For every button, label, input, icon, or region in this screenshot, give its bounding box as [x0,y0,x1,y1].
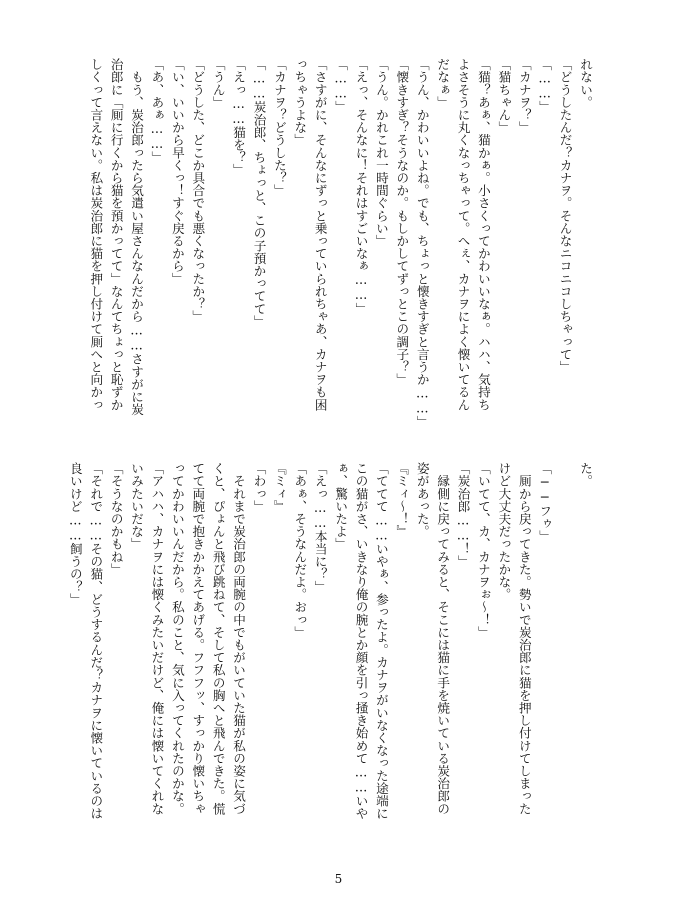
text-line: 「……」 [537,58,553,114]
text-line: 「どうした、どこか具合でも悪くなったか？」 [190,58,206,323]
text-line: ぁ、驚いたよ」 [333,462,349,551]
page-number: 5 [334,872,343,886]
text-line: ってかわいいんだから。私のこと、気に入ってくれたのかな。 [169,462,185,815]
text-line: 「あぁ、そうなんだよ。おっ」 [292,462,308,639]
text-line: 「カナヲ？」 [516,58,532,134]
text-line: 「うん」 [210,58,226,109]
text-line: 「……」 [333,58,349,114]
text-line: 「それで……その猫、どうするんだ？カナヲに懐いているのは [88,462,104,820]
text-line: 治郎に「厠に行くから猫を預かってて」なんてちょっと恥ずか [108,58,124,411]
text-line: 「そうなのかもね」 [108,462,124,576]
text-block-top [75,58,595,429]
text-line: 「炭治郎……！」 [455,462,471,568]
text-line: もう、炭治郎ったら気遣い屋さんなんだから……さすがに炭 [129,58,145,416]
text-line: 「えっ、そんなに！それはすごいなぁ……」 [353,58,369,315]
text-line: いみたいだな」 [129,462,145,551]
text-line: 「あ、あぁ……」 [149,58,165,164]
text-line: この猫がさ、いきなり俺の腕とか顔を引っ掻き始めて……いや [353,462,369,820]
text-line: 「わっ」 [251,462,267,513]
text-line: れない。 [578,58,593,109]
text-line: 「いてて、カ、カナヲぉ～！」 [475,462,491,639]
text-line: 厠から戻ってきた。勢いで炭治郎に猫を押し付けてしまった [516,462,532,815]
text-line: しくって言えない。私は炭治郎に猫を押し付けて厠へと向かっ [88,58,104,411]
text-line: っちゃうよな」 [292,58,308,147]
text-line: 姿があった。 [414,462,430,538]
text-line: 「猫？あぁ、猫かぁ。小さくってかわいいなぁ。ハハ、気持ち [475,58,491,411]
text-line: 「どうしたんだ？カナヲ。そんなニコニコしちゃって」 [557,58,573,373]
text-line: 「うん。かれこれ一時間ぐらい」 [373,58,389,247]
text-line: た。 [578,462,593,488]
text-line: 「アハハ、カナヲには懐くみたいだけど、俺には懐いてくれな [149,462,165,815]
text-line: 「猫ちゃん」 [496,58,512,134]
text-line: 縁側に戻ってみると、そこには猫に手を焼いている炭治郎の [435,462,451,815]
text-line: よさそうに丸くなっちゃって。へぇ、カナヲによく懐いてるん [455,58,471,411]
text-line [554,462,574,804]
text-line: 「ててて……いやぁ、参ったよ。カナヲがいなくなった途端に [373,462,389,820]
text-line: 「懐きすぎ？そうなのか。もしかしてずっとこの調子？」 [394,58,410,386]
text-line: 「──フゥ」 [537,462,553,543]
text-line: 良いけど……飼うの？」 [67,462,83,606]
text-line: 「えっ……本当に？」 [312,462,328,593]
text-line: 『ミィ～！』 [394,462,410,538]
text-line: 「えっ……猫を？」 [231,58,247,177]
text-block-bottom [67,462,595,820]
text-line: 「うん、かわいいよね。でも、ちょっと懐きすぎと言うか……」 [414,58,430,429]
text-line: だなぁ」 [435,58,451,109]
text-line: 「カナヲ？どうした？」 [271,58,287,197]
text-line: 『ミィ』 [271,462,287,513]
text-line: けど大丈夫だったかな。 [496,462,512,601]
text-line: てて両腕で抱きかかえてあげる。フフフッ、すっかり懐いちゃ [190,462,206,815]
text-line: 「い、いいから早くっ！すぐ戻るから」 [169,58,185,285]
text-line: 「……炭治郎、ちょっと、この子預かってて」 [251,58,267,328]
text-line: それまで炭治郎の両腕の中でもがいていた猫が私の姿に気づ [231,462,247,815]
text-line: 「さすがに、そんなにずっと乗っていられちゃあ、カナヲも困 [312,58,328,411]
text-line: くと、ぴょんと飛び跳ねて、そして私の胸へと飛んできた。慌 [210,462,226,815]
